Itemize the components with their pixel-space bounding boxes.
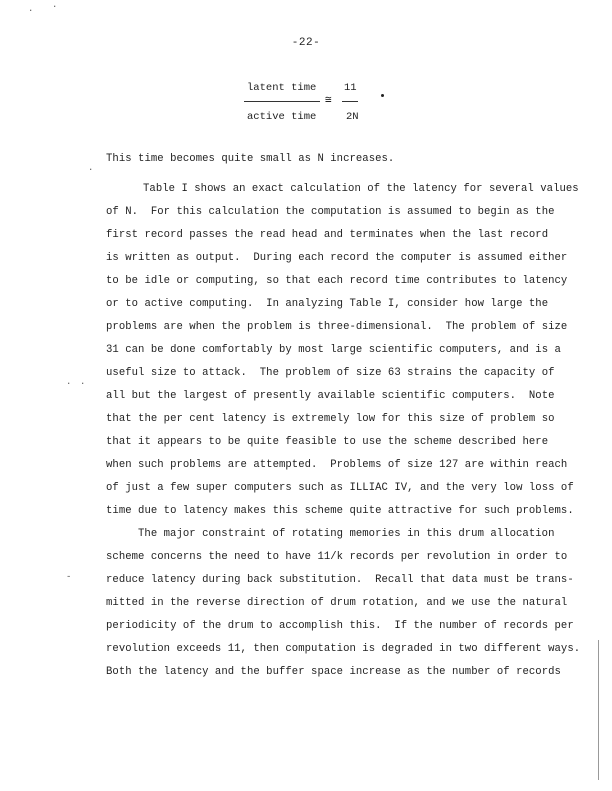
text-line: Both the latency and the buffer space increase as the number of records (106, 666, 561, 678)
scan-speck: · (52, 2, 58, 12)
text-line: problems are when the problem is three-dimensional. The problem of size (106, 321, 568, 333)
text-line: of just a few super computers such as ILLIAC IV, and the very low loss of (106, 482, 574, 494)
text-line: is written as output. During each record the computer is assumed either (106, 252, 568, 264)
scan-edge-line (598, 640, 599, 780)
scan-speck: · (80, 379, 86, 389)
text-line: 31 can be done comfortably by most large scientific computers, and is a (106, 344, 561, 356)
text-line: to be idle or computing, so that each record time contributes to latency (106, 275, 568, 287)
latency-ratio-equation (244, 82, 424, 132)
fraction-bar-left (244, 101, 320, 102)
text-line: all but the largest of presently available scientific computers. Note (106, 390, 555, 402)
text-line: This time becomes quite small as N increases. (106, 153, 395, 165)
text-line: mitted in the reverse direction of drum rotation, and we use the natural (106, 597, 568, 609)
equation-numerator-label: latent time (247, 82, 317, 94)
text-line: when such problems are attempted. Problems of size 127 are within reach (106, 459, 568, 471)
scan-speck: - (66, 572, 72, 582)
approximately-equal-symbol: ≅ (325, 95, 332, 107)
paragraph-start-line: Table I shows an exact calculation of the latency for several values (143, 183, 579, 195)
equation-numerator-value: 11 (344, 82, 357, 94)
text-line: periodicity of the drum to accomplish this. If the number of records per (106, 620, 574, 632)
scan-speck: · (28, 6, 34, 16)
text-line: that it appears to be quite feasible to use the scheme described here (106, 436, 549, 448)
equation-denominator-label: active time (247, 111, 317, 123)
equation-denominator-value: 2N (346, 111, 359, 123)
text-line: or to active computing. In analyzing Table I, consider how large the (106, 298, 549, 310)
text-line: revolution exceeds 11, then computation is degraded in two different ways. (106, 643, 581, 655)
text-line: that the per cent latency is extremely low for this size of problem so (106, 413, 555, 425)
page-number: -22- (291, 37, 321, 49)
scan-speck: · (66, 379, 72, 389)
text-line: of N. For this calculation the computation is assumed to begin as the (106, 206, 555, 218)
text-line: first record passes the read head and terminates when the last record (106, 229, 549, 241)
scan-dot-mark (381, 94, 384, 97)
paragraph-start-line: The major constraint of rotating memories in this drum allocation (138, 528, 555, 540)
text-line: useful size to attack. The problem of size 63 strains the capacity of (106, 367, 555, 379)
text-line: scheme concerns the need to have 11/k records per revolution in order to (106, 551, 568, 563)
text-line: time due to latency makes this scheme quite attractive for such problems. (106, 505, 574, 517)
fraction-bar-right (342, 101, 358, 102)
scan-speck: · (88, 165, 94, 175)
text-line: reduce latency during back substitution. Recall that data must be trans- (106, 574, 574, 586)
